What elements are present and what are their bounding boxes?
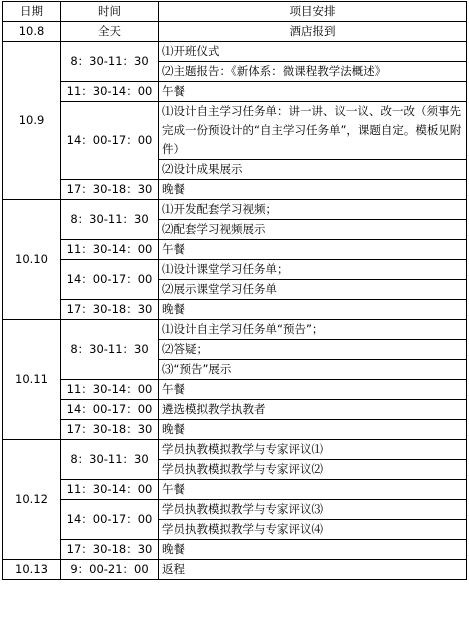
item-line: 学员执教模拟教学与专家评议⑷ bbox=[159, 519, 466, 539]
schedule-row bbox=[3, 82, 467, 102]
schedule-row bbox=[3, 380, 467, 400]
items-cell bbox=[159, 380, 467, 400]
items-cell bbox=[159, 240, 467, 260]
header-items: 项目安排 bbox=[159, 2, 467, 22]
time-cell: 14：00-17：00 bbox=[61, 500, 159, 540]
time-cell: 全天 bbox=[61, 22, 159, 42]
item-line: ⑵设计成果展示 bbox=[159, 159, 466, 179]
item-line: 晚餐 bbox=[162, 542, 185, 556]
date-cell: 10.10 bbox=[3, 200, 61, 320]
items-cell bbox=[159, 42, 467, 82]
items-cell bbox=[159, 480, 467, 500]
items-cell bbox=[159, 300, 467, 320]
time-cell: 8：30-11：30 bbox=[61, 320, 159, 380]
item-line: ⑴开班仪式 bbox=[162, 44, 220, 58]
item-line: 晚餐 bbox=[162, 422, 185, 436]
time-cell: 11：30-14：00 bbox=[61, 380, 159, 400]
header-date: 日期 bbox=[3, 2, 61, 22]
items-cell bbox=[159, 200, 467, 240]
time-cell: 8：30-11：30 bbox=[61, 200, 159, 240]
schedule-table bbox=[2, 1, 467, 580]
time-cell: 8：30-11：30 bbox=[61, 440, 159, 480]
items-cell bbox=[159, 102, 467, 180]
date-cell: 10.11 bbox=[3, 320, 61, 440]
item-line: 遴选模拟教学执教者 bbox=[162, 402, 266, 416]
items-cell bbox=[159, 320, 467, 380]
item-line: ⑵配套学习视频展示 bbox=[159, 219, 466, 239]
item-line: 酒店报到 bbox=[289, 24, 336, 38]
header-row bbox=[3, 2, 467, 22]
time-cell: 17：30-18：30 bbox=[61, 420, 159, 440]
item-line: ⑴设计自主学习任务单：讲一讲、议一议、改一改（须事先完成一份预设计的“自主学习任务单”，课题自定。模板见附件） bbox=[162, 104, 462, 156]
time-cell: 17：30-18：30 bbox=[61, 300, 159, 320]
schedule-row bbox=[3, 300, 467, 320]
item-line: 学员执教模拟教学与专家评议⑵ bbox=[159, 459, 466, 479]
item-line: 午餐 bbox=[162, 84, 185, 98]
item-line: 晚餐 bbox=[162, 182, 185, 196]
item-line: 返程 bbox=[162, 562, 185, 576]
header-time: 时间 bbox=[61, 2, 159, 22]
item-line: 午餐 bbox=[162, 242, 185, 256]
schedule-row bbox=[3, 560, 467, 580]
item-line: ⑴设计自主学习任务单“预告”； bbox=[162, 322, 324, 336]
date-cell: 10.9 bbox=[3, 42, 61, 200]
schedule-row bbox=[3, 180, 467, 200]
time-cell: 17：30-18：30 bbox=[61, 540, 159, 560]
date-cell: 10.8 bbox=[3, 22, 61, 42]
date-cell: 10.13 bbox=[3, 560, 61, 580]
schedule-row bbox=[3, 42, 467, 82]
items-cell bbox=[159, 560, 467, 580]
time-cell: 9：00-21：00 bbox=[61, 560, 159, 580]
item-line: ⑴开发配套学习视频； bbox=[162, 202, 277, 216]
schedule-row bbox=[3, 320, 467, 380]
time-cell: 8：30-11：30 bbox=[61, 42, 159, 82]
items-cell bbox=[159, 440, 467, 480]
date-cell: 10.12 bbox=[3, 440, 61, 560]
schedule-row bbox=[3, 260, 467, 300]
schedule-row bbox=[3, 200, 467, 240]
item-line: ⑵展示课堂学习任务单 bbox=[159, 279, 466, 299]
time-cell: 14：00-17：00 bbox=[61, 260, 159, 300]
items-cell bbox=[159, 400, 467, 420]
item-line: ⑴设计课堂学习任务单； bbox=[162, 262, 289, 276]
time-cell: 11：30-14：00 bbox=[61, 480, 159, 500]
time-cell: 14：00-17：00 bbox=[61, 102, 159, 180]
schedule-row bbox=[3, 102, 467, 180]
item-line: 学员执教模拟教学与专家评议⑴ bbox=[162, 442, 323, 456]
schedule-row bbox=[3, 540, 467, 560]
schedule-body bbox=[3, 22, 467, 580]
time-cell: 14：00-17：00 bbox=[61, 400, 159, 420]
schedule-row bbox=[3, 480, 467, 500]
item-line: ⑶“预告”展示 bbox=[159, 359, 466, 379]
items-cell bbox=[159, 540, 467, 560]
schedule-row bbox=[3, 400, 467, 420]
time-cell: 17：30-18：30 bbox=[61, 180, 159, 200]
time-cell: 11：30-14：00 bbox=[61, 240, 159, 260]
schedule-row bbox=[3, 240, 467, 260]
time-cell: 11：30-14：00 bbox=[61, 82, 159, 102]
item-line: 学员执教模拟教学与专家评议⑶ bbox=[162, 502, 323, 516]
item-line: ⑵答疑； bbox=[159, 339, 466, 359]
items-cell bbox=[159, 22, 467, 42]
items-cell bbox=[159, 180, 467, 200]
items-cell bbox=[159, 500, 467, 540]
schedule-row bbox=[3, 500, 467, 540]
items-cell bbox=[159, 420, 467, 440]
items-cell bbox=[159, 260, 467, 300]
item-line: ⑵主题报告：《新体系：微课程教学法概述》 bbox=[159, 61, 466, 81]
items-cell bbox=[159, 82, 467, 102]
schedule-row bbox=[3, 440, 467, 480]
item-line: 晚餐 bbox=[162, 302, 185, 316]
item-line: 午餐 bbox=[162, 382, 185, 396]
item-line: 午餐 bbox=[162, 482, 185, 496]
schedule-row bbox=[3, 22, 467, 42]
schedule-row bbox=[3, 420, 467, 440]
